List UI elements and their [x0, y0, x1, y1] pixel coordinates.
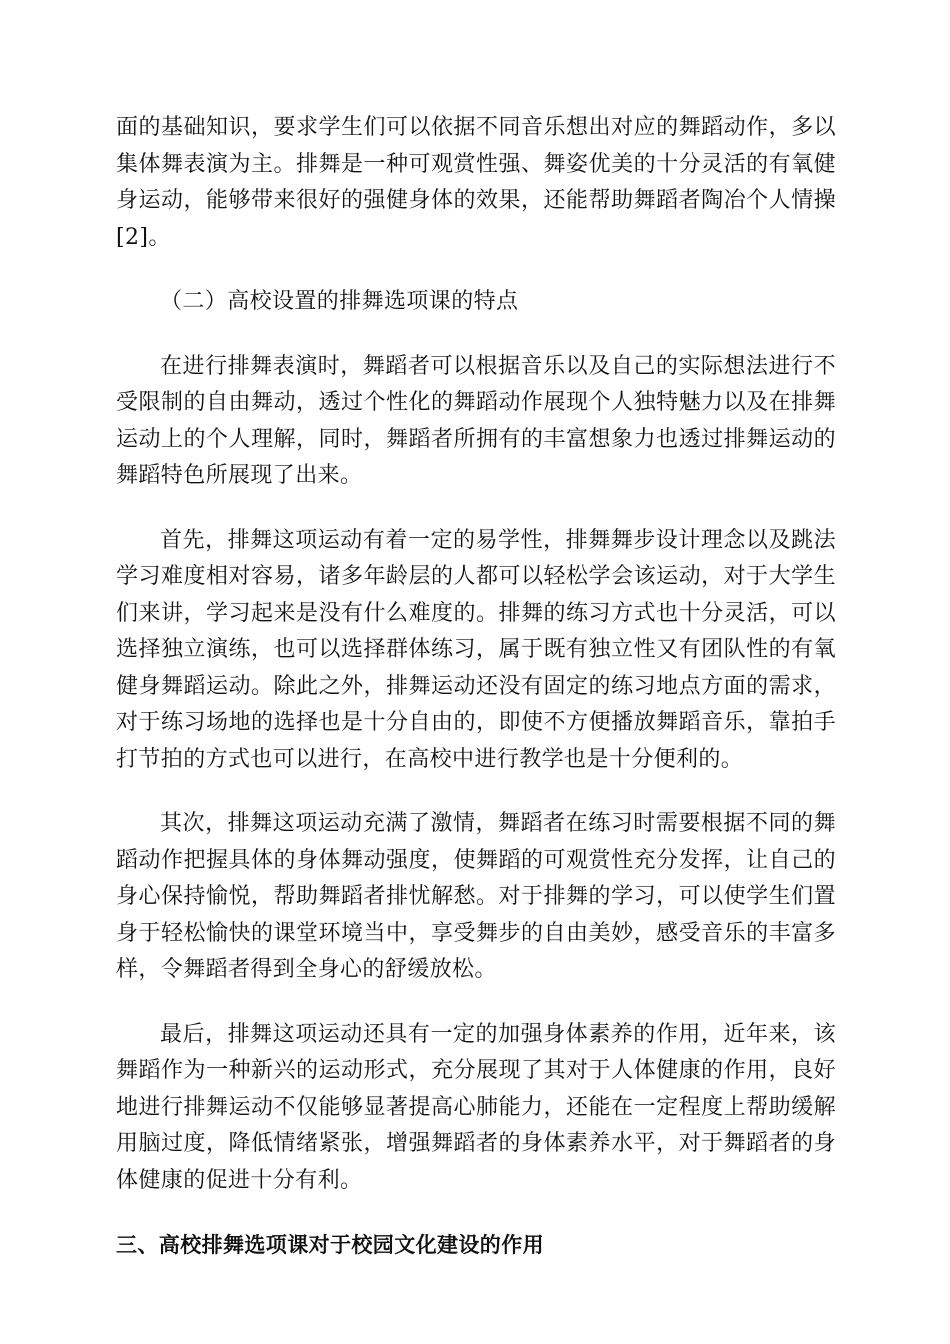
paragraph-first: 首先，排舞这项运动有着一定的易学性，排舞舞步设计理念以及跳法学习难度相对容易，诸多年龄层的人都可以轻松学会该运动，对于大学生们来讲，学习起来是没有什么难度的。排舞的练习方式也十分灵活，可以选择独立演练，也可以选择群体练习，属于既有独立性又有团队性的有氧健身舞蹈运动。除此之外，排舞运动还没有固定的练习地点方面的需求，对于练习场地的选择也是十分自由的，即使不方便播放舞蹈音乐，靠拍手打节拍的方式也可以进行，在高校中进行教学也是十分便利的。: [116, 527, 836, 772]
subsection-heading: （二）高校设置的排舞选项课的特点: [160, 289, 519, 314]
paragraph-continued: 面的基础知识，要求学生们可以依据不同音乐想出对应的舞蹈动作，多以集体舞表演为主。排舞是一种可观赏性强、舞姿优美的十分灵活的有氧健身运动，能够带来很好的强健身体的效果，还能帮助舞蹈者陶冶个人情操[2]。: [116, 115, 836, 250]
document-page: [116, 110, 836, 1263]
paragraph-second: 其次，排舞这项运动充满了激情，舞蹈者在练习时需要根据不同的舞蹈动作把握具体的身体舞动强度，使舞蹈的可观赏性充分发挥，让自己的身心保持愉悦，帮助舞蹈者排忧解愁。对于排舞的学习，可以使学生们置身于轻松愉快的课堂环境当中，享受舞步的自由美妙，感受音乐的丰富多样，令舞蹈者得到全身心的舒缓放松。: [116, 811, 836, 982]
paragraph-performance: 在进行排舞表演时，舞蹈者可以根据音乐以及自己的实际想法进行不受限制的自由舞动，透过个性化的舞蹈动作展现个人独特魅力以及在排舞运动上的个人理解，同时，舞蹈者所拥有的丰富想象力也透过排舞运动的舞蹈特色所展现了出来。: [116, 353, 836, 488]
section-heading: 三、高校排舞选项课对于校园文化建设的作用: [116, 1233, 544, 1257]
paragraph-last: 最后，排舞这项运动还具有一定的加强身体素养的作用，近年来，该舞蹈作为一种新兴的运动形式，充分展现了其对于人体健康的作用，良好地进行排舞运动不仅能够显著提高心肺能力，还能在一定程度上帮助缓解用脑过度，降低情绪紧张，增强舞蹈者的身体素养水平，对于舞蹈者的身体健康的促进十分有利。: [116, 1021, 836, 1193]
